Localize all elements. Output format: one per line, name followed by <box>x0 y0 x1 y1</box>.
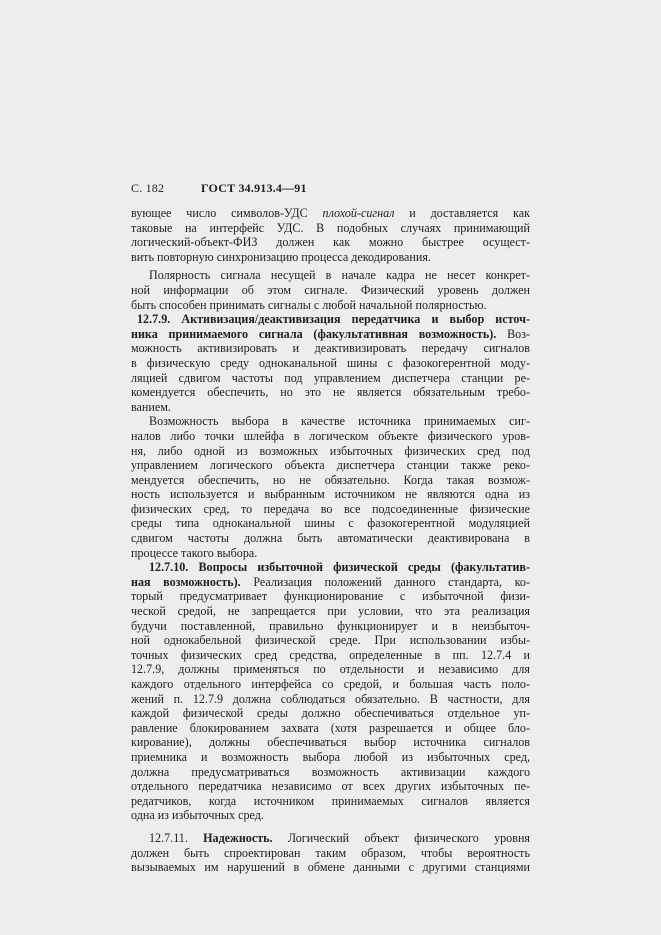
text-line: ной информации об этом сигнале. Физический уровень должен <box>131 282 530 297</box>
section-heading-line <box>131 327 530 342</box>
standard-designation: ГОСТ 34.913.4—91 <box>201 181 307 195</box>
section-number: 12.7.10. <box>149 560 189 575</box>
text-line: логический-объект-ФИЗ должен как можно быстрее осущест- <box>131 235 530 250</box>
text-line: можность активизировать и деактивизировать передачу сигналов <box>131 341 530 356</box>
text-line: ной однокабельной физической среде. При использовании избы- <box>131 633 530 648</box>
text-line: мендуется обеспечить, но не обязательно. Когда такая возмож- <box>131 472 530 487</box>
section-heading-line <box>131 831 530 846</box>
section-12-7-11 <box>131 831 530 875</box>
text-line: управлением логического объекта диспетчера станции также реко- <box>131 458 530 473</box>
text-line: сдвигом частоты должна быть автоматически деактивирована в <box>131 531 530 546</box>
text-line: редатчиков, когда источником принимаемых сигналов является <box>131 793 530 808</box>
text-line: Полярность сигнала несущей в начале кадра не несет конкрет- <box>149 268 530 283</box>
italic-term: плохой-сигнал <box>322 206 395 220</box>
body-text <box>131 206 530 875</box>
text-line: точных физических сред средства, определенные в пп. 12.7.4 и <box>131 647 530 662</box>
text-line: отдельного передатчика независимо от всех других избыточных пе- <box>131 779 530 794</box>
text-line: должен быть спроектирован таким образом, чтобы вероятность <box>131 845 530 860</box>
text-line: среды типа одноканальной шины с фазокогерентной модуляцией <box>131 516 530 531</box>
page-number: С. 182 <box>131 181 165 195</box>
text-line: вызываемых им нарушений в обмене данными с другими станциями <box>131 860 530 875</box>
section-12-7-9 <box>131 312 530 414</box>
section-title: Вопросы избыточной физической среды (факультатив- <box>198 560 530 575</box>
paragraph-polarity <box>131 268 530 312</box>
section-title-cont: ника принимаемого сигнала (факультативная возможность). <box>131 326 497 341</box>
text-line: комендуется обеспечить, но это не является обязательным требо- <box>131 385 530 400</box>
text-line: вующее число символов-УДС плохой-сигнал и доставляется как <box>131 206 530 220</box>
text-line: 12.7.9, должны применяться по отдельности и независимо для <box>131 662 530 677</box>
text-line: равление блокированием захвата (хотя разрешается и общее бло- <box>131 720 530 735</box>
section-title: Активизация/деактивизация передатчика и выбор источ- <box>181 312 530 327</box>
section-text: Воз- <box>507 326 530 341</box>
text-line: в физическую среду одноканальной шины с фазокогерентной моду- <box>131 355 530 370</box>
section-title-cont: ная возможность). <box>131 574 241 589</box>
text-line: ванием. <box>131 399 171 414</box>
section-text: Реализация положений данного стандарта, ко- <box>253 574 530 589</box>
text-line: приемника и возможность выбора любой из избыточных сред, <box>131 749 530 764</box>
text-line: налов либо точки шлейфа в логическом объекте физического уров- <box>131 428 530 443</box>
text-line: жений п. 12.7.9 должна соблюдаться обязательно. В частности, для <box>131 691 530 706</box>
text-line: кирование), должны обеспечиваться выбор источника сигналов <box>131 735 530 750</box>
text-line: вить повторную синхронизацию процесса декодирования. <box>131 249 431 264</box>
text-line: торый предусматривает функционирование с избыточной физи- <box>131 589 530 604</box>
section-heading-line <box>131 575 530 590</box>
text-line: каждой физической среды должно обеспечиваться отдельное уп- <box>131 706 530 721</box>
text-line: ня, либо одной из возможных избыточных физических сред под <box>131 443 530 458</box>
text-line: каждого отдельного интерфейса со средой, и большая часть поло- <box>131 677 530 691</box>
paragraph-source-selection <box>131 414 530 560</box>
text-line: физических сред, то передача во все подсоединенные физические <box>131 501 530 516</box>
section-heading-line <box>131 560 530 575</box>
text-line: быть способен принимать сигналы с любой начальной полярностью. <box>131 297 487 312</box>
section-heading-line <box>131 312 530 327</box>
running-head <box>131 181 307 196</box>
text-line: ность используется и выбранным источником не являются одна из <box>131 487 530 502</box>
text-line: одна из избыточных сред. <box>131 808 264 823</box>
text-line: ляцией сдвигом частоты под управлением диспетчера станции ре- <box>131 370 530 385</box>
text-line: таковые на интерфейс УДС. В подобных случаях принимающий <box>131 220 530 235</box>
paragraph-continuation <box>131 206 530 264</box>
section-number: 12.7.11. <box>149 830 188 845</box>
text-line: процессе такого выбора. <box>131 545 258 560</box>
section-text: Логический объект физического уровня <box>287 830 530 845</box>
text-line: будучи поставленной, правильно функционирует и в неизбыточ- <box>131 618 530 633</box>
section-title: Надежность. <box>203 830 273 845</box>
text-line: должна предусматриваться возможность активизации каждого <box>131 764 530 779</box>
text-line: Возможность выбора в качестве источника принимаемых сиг- <box>149 414 530 429</box>
text-line: ческой средой, не запрещается при условии, что эта реализация <box>131 604 530 619</box>
section-number: 12.7.9. <box>137 312 171 327</box>
section-12-7-10 <box>131 560 530 823</box>
